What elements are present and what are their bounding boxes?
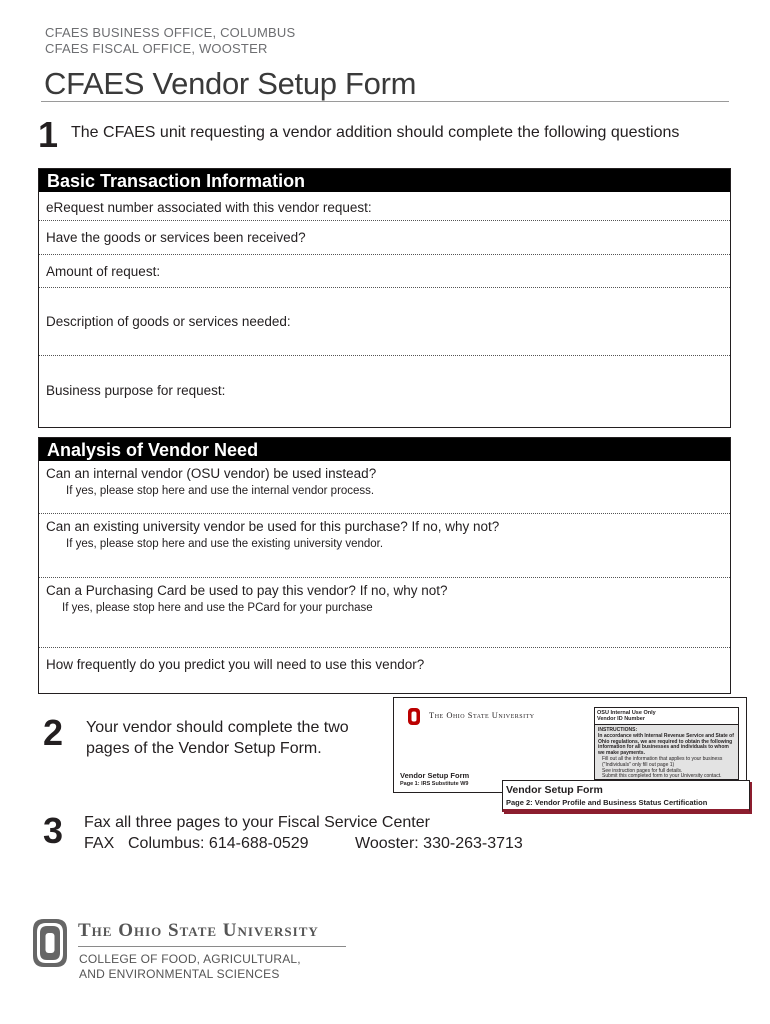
description-label: Description of goods or services needed: xyxy=(46,314,291,329)
internal-vendor-field[interactable] xyxy=(39,461,730,514)
amount-label: Amount of request: xyxy=(46,264,161,279)
footer-university-name: The Ohio State University xyxy=(78,920,319,941)
existing-vendor-note: If yes, please stop here and use the existing university vendor. xyxy=(66,538,384,550)
vendor-need-heading: Analysis of Vendor Need xyxy=(39,438,730,461)
goods-received-label: Have the goods or services been received? xyxy=(46,230,306,245)
footer-college-line2: AND ENVIRONMENTAL SCIENCES xyxy=(79,967,280,981)
step-2-line1: Your vendor should complete the two xyxy=(86,719,349,736)
fax-wooster: Wooster: 330-263-3713 xyxy=(355,835,523,852)
basic-transaction-section xyxy=(38,168,731,428)
goods-received-field[interactable] xyxy=(39,221,730,255)
internal-vendor-question: Can an internal vendor (OSU vendor) be used instead? xyxy=(46,466,377,481)
page-2-title: Vendor Setup Form xyxy=(506,784,603,796)
step-2-line2: pages of the Vendor Setup Form. xyxy=(86,740,322,757)
existing-vendor-question: Can an existing university vendor be used for this purchase? If no, why not? xyxy=(46,519,500,534)
step-1-instruction: The CFAES unit requesting a vendor addition should complete the following questions xyxy=(71,124,680,141)
instructions-title: INSTRUCTIONS: xyxy=(598,727,638,733)
vendor-id-label: Vendor ID Number xyxy=(597,716,645,722)
pcard-note: If yes, please stop here and use the PCard for your purchase xyxy=(62,602,373,614)
instructions-text: In accordance with Internal Revenue Service and State of Ohio regulations, we are required to obtain the following information for all businesses and individuals to whom we make payments. xyxy=(598,732,734,757)
instruction-bullet-1: Fill out all the information that applies to your business ("Individuals" only fill out page 1) xyxy=(602,755,723,768)
step-3-number: 3 xyxy=(43,810,64,851)
step-3-instruction: Fax all three pages to your Fiscal Service Center xyxy=(84,814,430,831)
osu-internal-use-label: OSU Internal Use Only xyxy=(597,710,656,716)
block-o-gray-logo-icon xyxy=(32,918,68,968)
instruction-bullet-3: Submit this completed form to your University contact. xyxy=(602,773,722,780)
instruction-bullet-2: See instruction pages for full details. xyxy=(602,767,683,774)
erequest-label: eRequest number associated with this vendor request: xyxy=(46,200,372,215)
fax-label: FAX xyxy=(84,835,115,852)
pcard-question: Can a Purchasing Card be used to pay this vendor? If no, why not? xyxy=(46,583,448,598)
office-line-columbus: CFAES BUSINESS OFFICE, COLUMBUS xyxy=(45,25,296,40)
business-purpose-label: Business purpose for request: xyxy=(46,383,226,398)
page-title: CFAES Vendor Setup Form xyxy=(44,66,417,101)
frequency-question: How frequently do you predict you will need to use this vendor? xyxy=(46,657,425,672)
erequest-field[interactable] xyxy=(39,192,730,221)
footer-divider xyxy=(78,946,346,947)
existing-vendor-field[interactable] xyxy=(39,514,730,578)
page-1-subtitle: Page 1: IRS Substitute W9 xyxy=(400,781,469,787)
description-field[interactable] xyxy=(39,288,730,356)
internal-vendor-note: If yes, please stop here and use the internal vendor process. xyxy=(66,485,375,497)
amount-field[interactable] xyxy=(39,255,730,288)
frequency-field[interactable] xyxy=(39,648,730,693)
step-2-number: 2 xyxy=(43,712,64,753)
thumbnail-instructions-box xyxy=(594,707,739,780)
page-1-title: Vendor Setup Form xyxy=(400,771,470,780)
step-1-number: 1 xyxy=(38,114,59,155)
business-purpose-field[interactable] xyxy=(39,356,730,427)
vendor-need-section xyxy=(38,437,731,694)
office-line-wooster: CFAES FISCAL OFFICE, WOOSTER xyxy=(45,41,268,56)
footer-college-line1: COLLEGE OF FOOD, AGRICULTURAL, xyxy=(79,952,301,966)
basic-transaction-heading: Basic Transaction Information xyxy=(39,169,730,192)
page-2-subtitle: Page 2: Vendor Profile and Business Status Certification xyxy=(506,798,708,807)
fax-columbus: Columbus: 614-688-0529 xyxy=(128,835,309,852)
pcard-field[interactable] xyxy=(39,578,730,648)
vendor-form-thumbnail-page2 xyxy=(502,780,750,812)
title-divider xyxy=(41,101,729,102)
vendor-form-thumbnail-page1 xyxy=(393,697,747,793)
thumbnail-university-name: The Ohio State University xyxy=(429,710,535,720)
block-o-logo-icon xyxy=(407,707,421,726)
